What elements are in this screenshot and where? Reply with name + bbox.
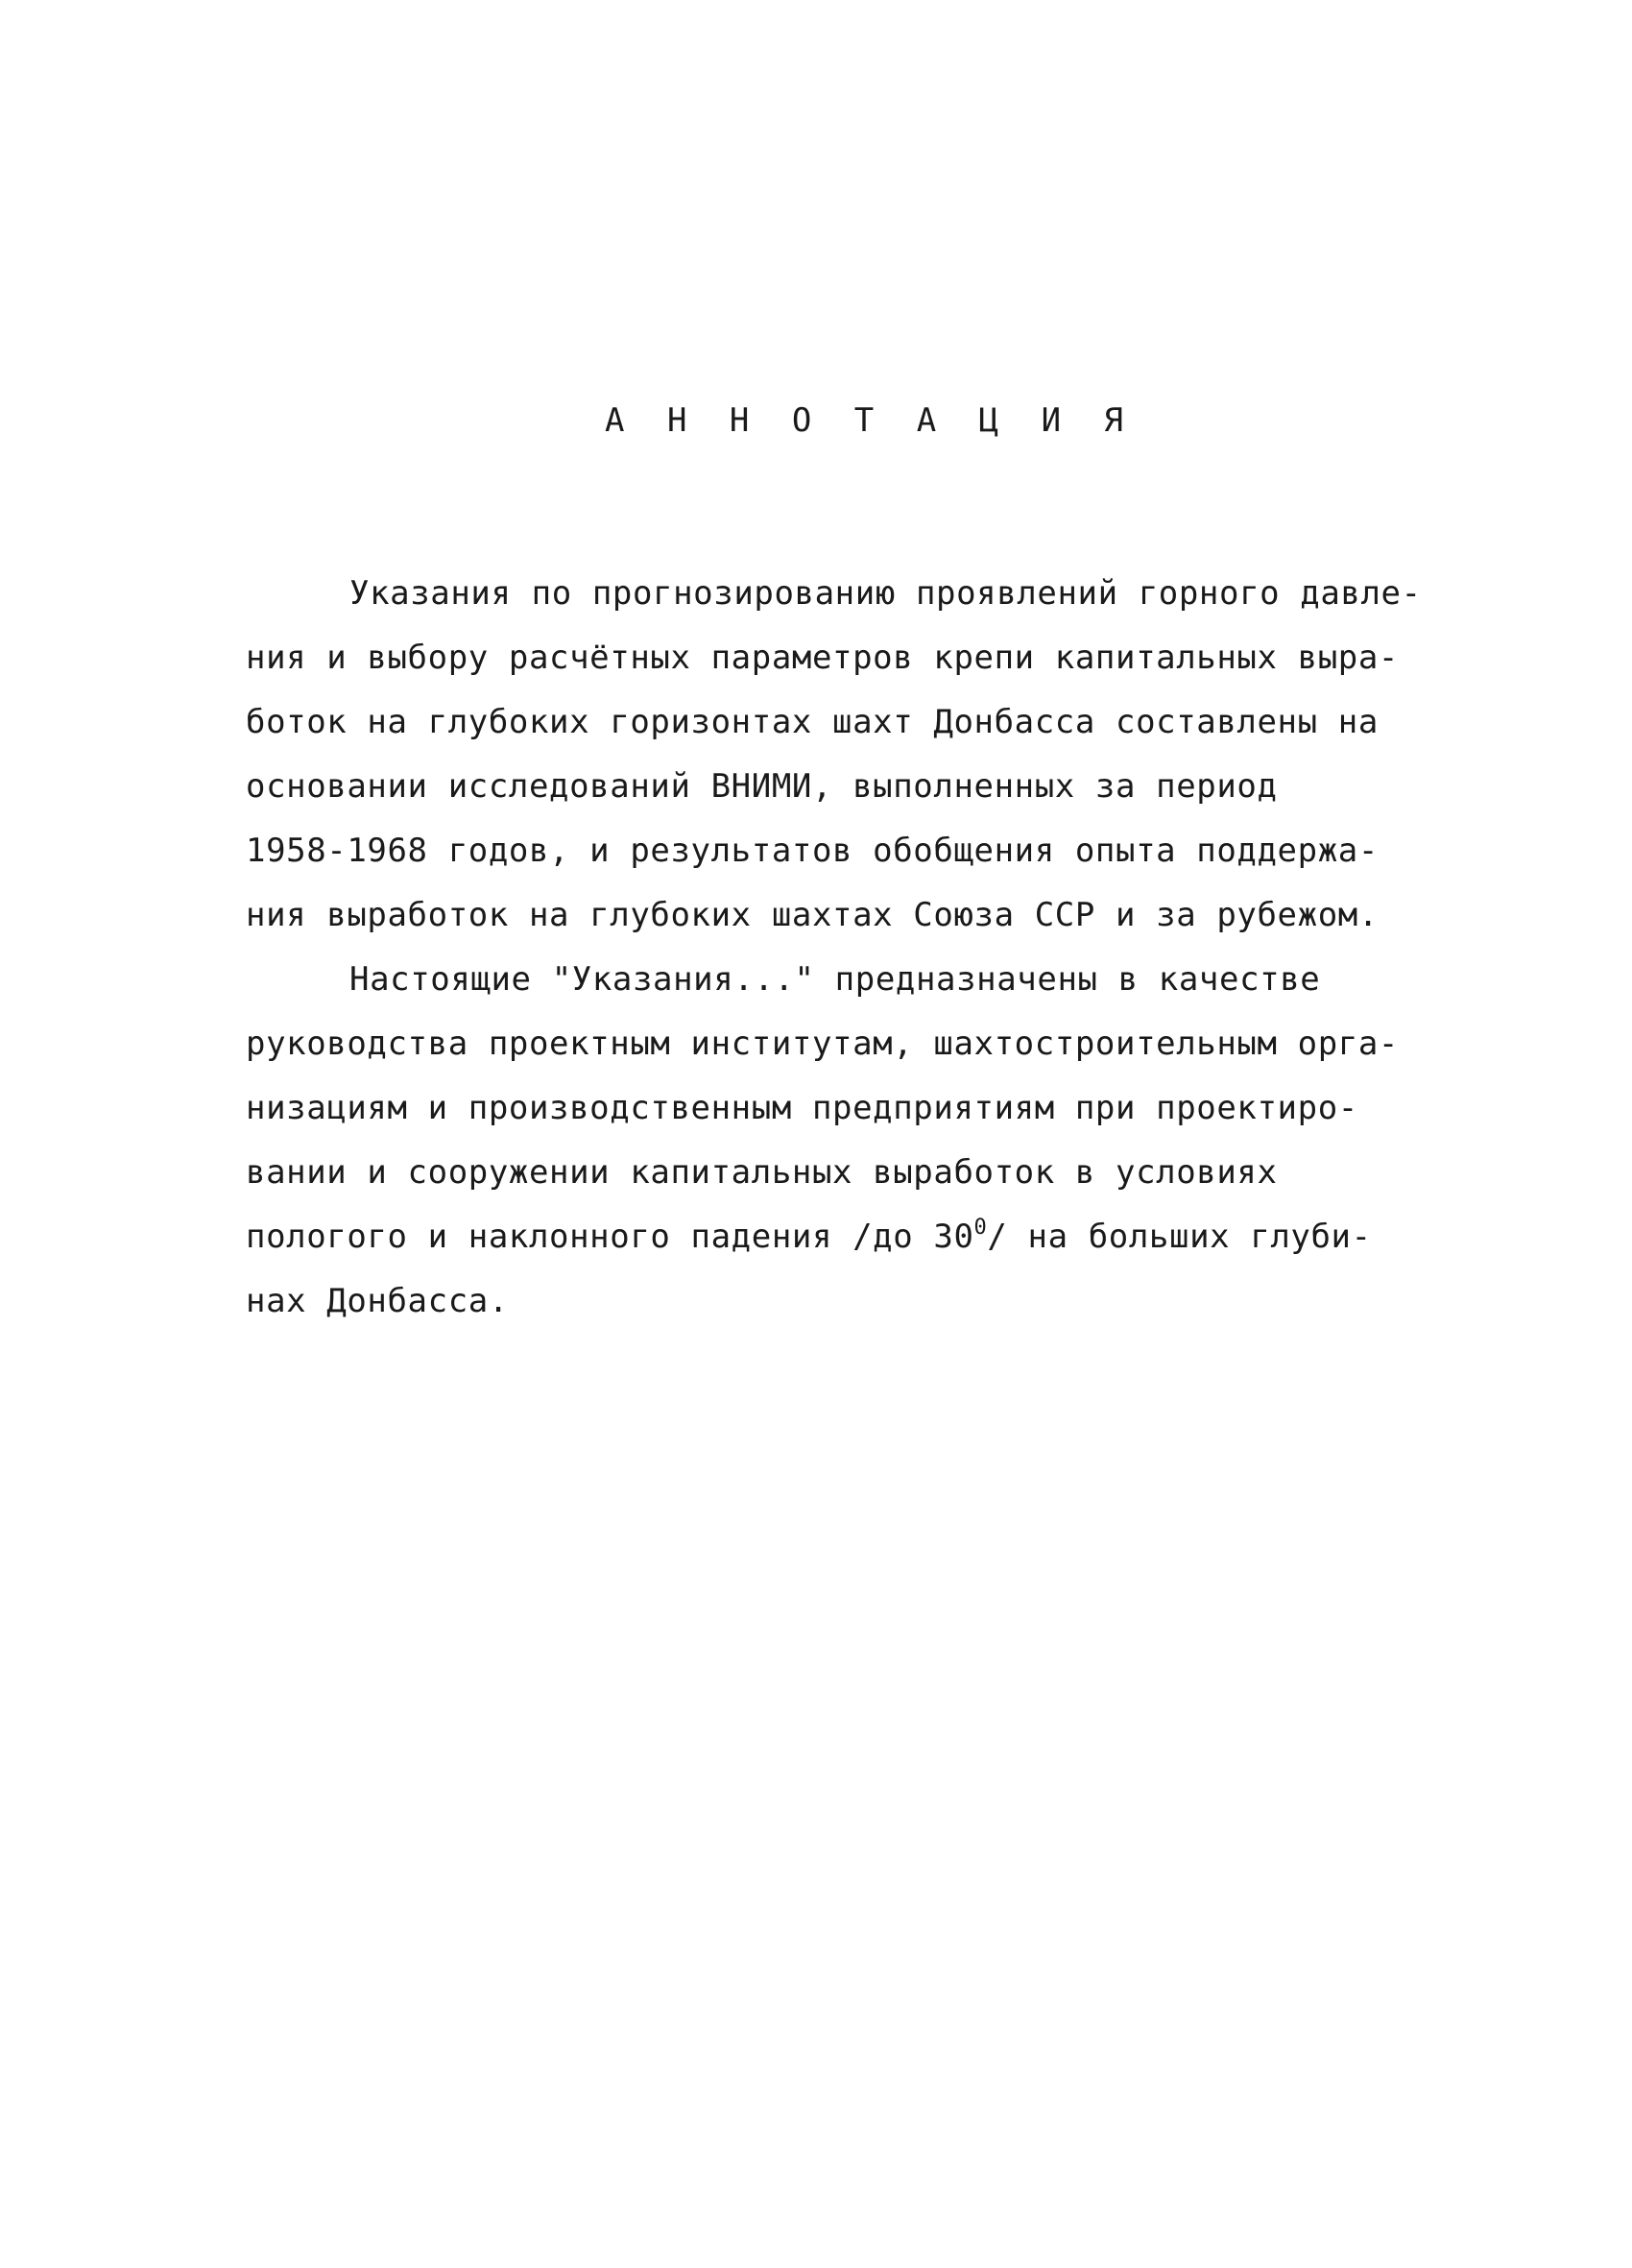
text-line: низациям и производственным предприятиям при проектиро- <box>246 1089 1358 1127</box>
text-line: боток на глубоких горизонтах шахт Донбасса составлены на <box>246 703 1379 741</box>
text-line: Указания по прогнозированию проявлений горного давле- <box>349 574 1422 613</box>
text-line: вании и сооружении капитальных выработок в условиях <box>246 1153 1278 1192</box>
text-line: Настоящие "Указания..." предназначены в качестве <box>349 960 1321 999</box>
text-line: основании исследований ВНИМИ, выполненных за период <box>246 767 1278 806</box>
text-segment: пологого и наклонного падения /до 30 <box>246 1218 974 1256</box>
text-line: ния и выбору расчётных параметров крепи капитальных выра- <box>246 639 1399 677</box>
text-line: 1958-1968 годов, и результатов обобщения опыта поддержа- <box>246 832 1379 870</box>
annotation-body <box>246 562 1422 1334</box>
text-line: ния выработок на глубоких шахтах Союза ССР и за рубежом. <box>246 896 1379 934</box>
text-line: нах Донбасса. <box>246 1282 509 1320</box>
paragraph-2 <box>246 948 1417 1334</box>
text-line <box>246 1205 1417 1269</box>
document-title: А Н Н О Т А Ц И Я <box>605 401 1135 440</box>
text-segment: / на больших глуби- <box>987 1218 1372 1256</box>
degree-superscript: 0 <box>973 1216 988 1240</box>
text-line: руководства проектным институтам, шахтостроительным орга- <box>246 1025 1399 1063</box>
paragraph-1 <box>246 562 1422 948</box>
